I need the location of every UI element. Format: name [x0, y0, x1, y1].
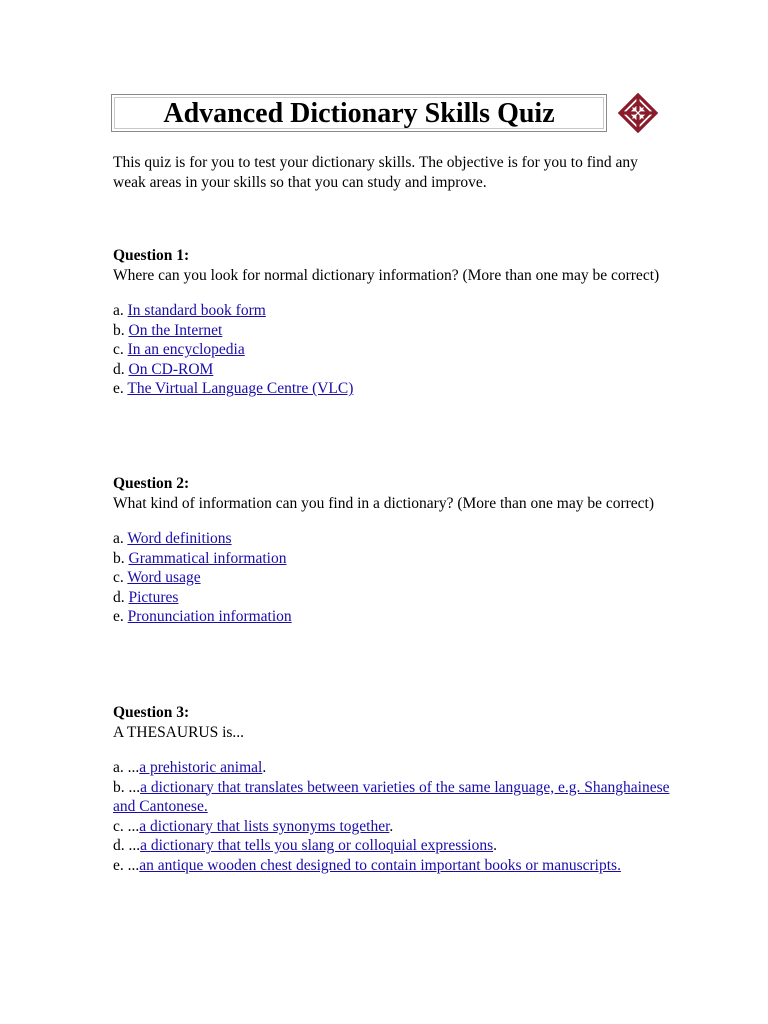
- title-box: [111, 94, 607, 132]
- answer-option-e: [113, 607, 673, 627]
- answer-link[interactable]: Pronunciation information: [127, 608, 292, 626]
- answer-link[interactable]: a dictionary that tells you slang or colloquial expressions: [140, 837, 494, 855]
- answer-options: [113, 529, 673, 627]
- option-letter: c.: [113, 341, 128, 359]
- answer-link[interactable]: a dictionary that lists synonyms together: [139, 817, 390, 835]
- answer-link[interactable]: an antique wooden chest designed to contain important books or manuscripts.: [139, 856, 621, 874]
- intro-paragraph: This quiz is for you to test your dictionary skills. The objective is for you to find any weak areas in your skills so that you can study and improve.: [113, 154, 638, 191]
- option-suffix: .: [389, 817, 394, 835]
- answer-option-b: [113, 321, 673, 341]
- answer-option-d: [113, 360, 673, 380]
- option-letter: e. ...: [113, 856, 140, 874]
- option-letter: a.: [113, 530, 128, 547]
- question-prompt: A THESAURUS is...: [113, 724, 245, 741]
- option-letter: a. ...: [113, 759, 140, 776]
- answer-link[interactable]: Word usage: [127, 569, 201, 587]
- answer-link[interactable]: Word definitions: [127, 530, 232, 547]
- answer-option-c: [113, 817, 673, 837]
- option-letter: b.: [113, 549, 129, 567]
- answer-link[interactable]: Grammatical information: [128, 549, 287, 567]
- option-letter: e.: [113, 380, 128, 398]
- answer-options: [113, 758, 673, 876]
- option-letter: b. ...: [113, 778, 141, 796]
- question-2: [113, 474, 673, 627]
- answer-option-b: [113, 778, 673, 817]
- option-letter: c.: [113, 569, 128, 587]
- option-letter: a.: [113, 302, 128, 319]
- option-letter: d. ...: [113, 837, 141, 855]
- page-title: Advanced Dictionary Skills Quiz: [163, 98, 555, 129]
- answer-link[interactable]: The Virtual Language Centre (VLC): [127, 380, 354, 398]
- answer-link[interactable]: a dictionary that translates between varieties of the same language, e.g. Shanghainese and Cantonese.: [113, 778, 670, 816]
- university-knot-logo-icon: [618, 93, 658, 133]
- answer-option-a: [113, 529, 673, 549]
- answer-option-a: [113, 758, 673, 778]
- answer-option-c: [113, 340, 673, 360]
- question-1: [113, 246, 673, 399]
- option-letter: d.: [113, 588, 129, 606]
- option-suffix: .: [493, 837, 497, 855]
- answer-option-e: [113, 856, 673, 876]
- answer-link[interactable]: On the Internet: [128, 321, 223, 339]
- option-letter: d.: [113, 360, 129, 378]
- answer-link[interactable]: a prehistoric animal: [139, 759, 263, 776]
- answer-option-d: [113, 588, 673, 608]
- question-heading: Question 1:: [113, 247, 190, 264]
- option-letter: b.: [113, 321, 129, 339]
- question-heading: Question 2:: [113, 475, 190, 492]
- option-letter: e.: [113, 608, 128, 626]
- option-suffix: .: [262, 759, 267, 776]
- answer-link[interactable]: Pictures: [128, 588, 179, 606]
- answer-options: [113, 301, 673, 399]
- question-3: [113, 703, 673, 876]
- answer-link[interactable]: In standard book form: [127, 302, 266, 319]
- answer-option-c: [113, 568, 673, 588]
- answer-option-d: [113, 836, 673, 856]
- answer-link[interactable]: On CD-ROM: [128, 360, 214, 378]
- question-heading: Question 3:: [113, 704, 190, 721]
- question-prompt: Where can you look for normal dictionary information? (More than one may be correct): [113, 267, 660, 284]
- answer-option-b: [113, 549, 673, 569]
- answer-option-a: [113, 301, 673, 321]
- answer-link[interactable]: In an encyclopedia: [127, 341, 245, 359]
- question-prompt: What kind of information can you find in a dictionary? (More than one may be correct): [113, 495, 655, 512]
- answer-option-e: [113, 379, 673, 399]
- option-letter: c. ...: [113, 817, 140, 835]
